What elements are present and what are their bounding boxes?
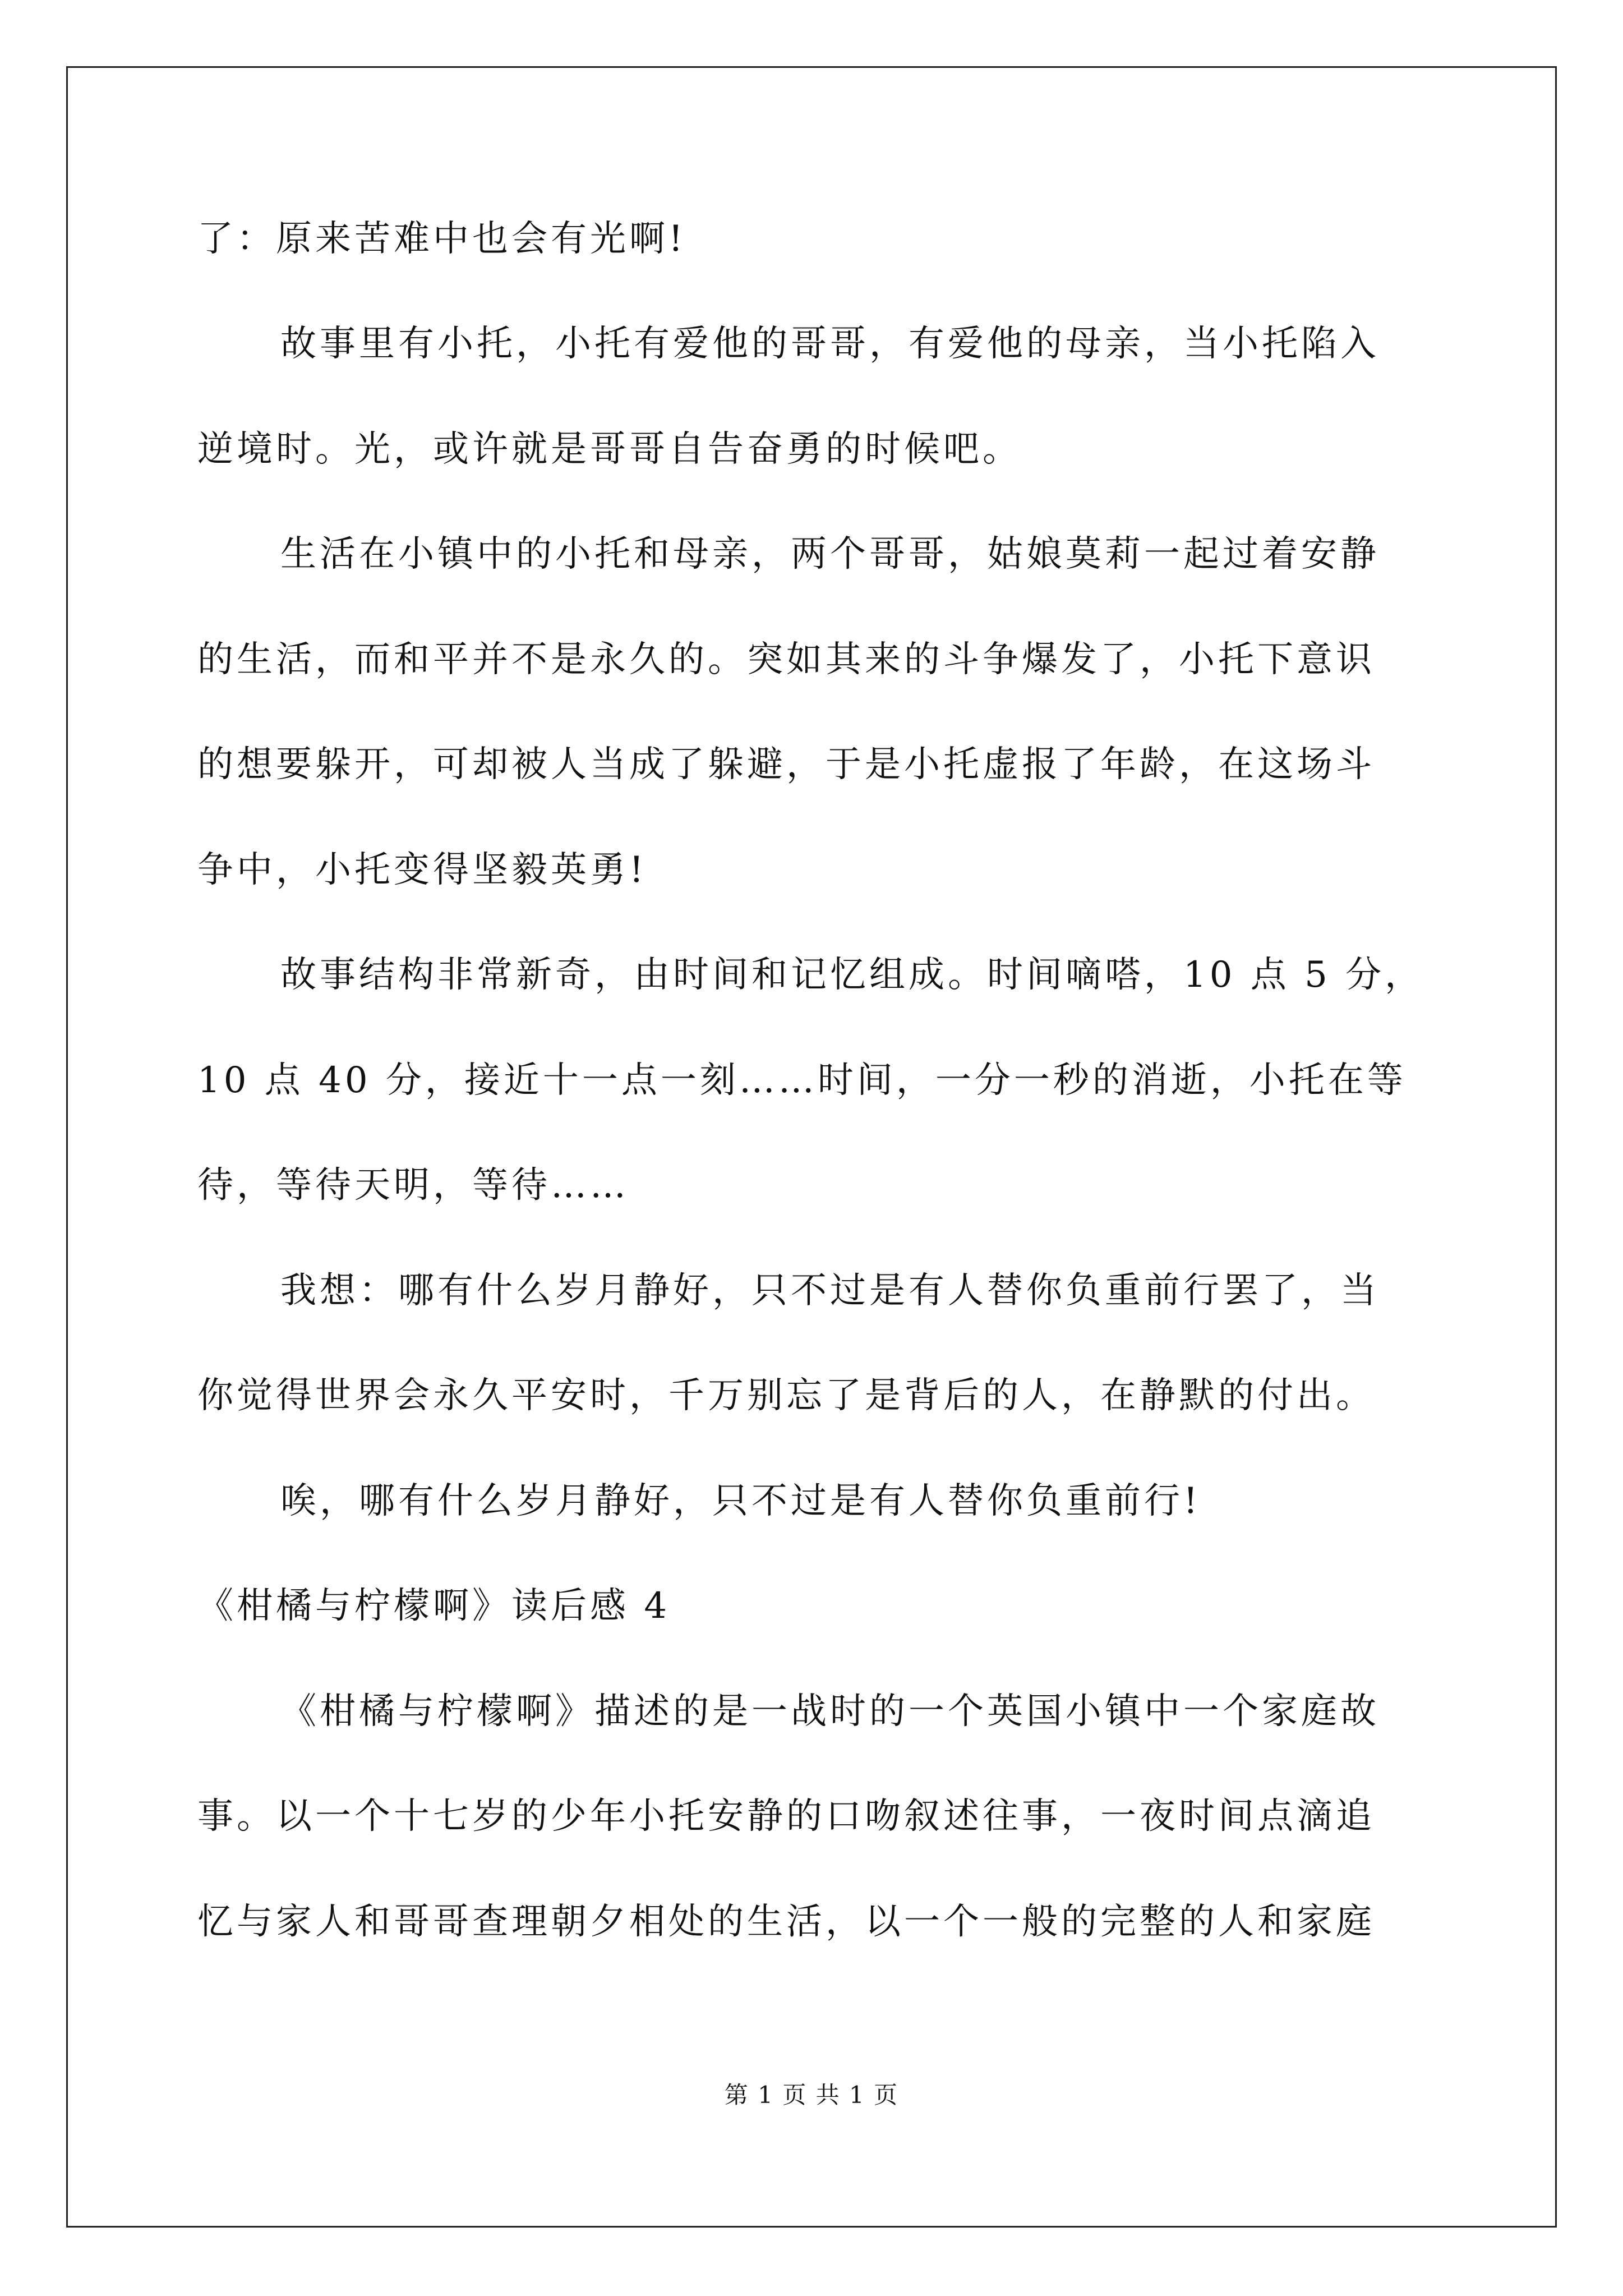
paragraph-line: 故事结构非常新奇，由时间和记忆组成。时间嘀嗒，10 点 5 分，: [280, 954, 1424, 996]
text-line: 10 点 40 分，接近十一点一刻……时间，一分一秒的消逝，小托在等: [197, 1060, 1407, 1101]
text-line: 的想要躲开，可却被人当成了躲避，于是小托虚报了年龄，在这场斗: [197, 744, 1375, 785]
text-line: 逆境时。光，或许就是哥哥自告奋勇的时候吧。: [197, 429, 1022, 470]
text-line: 了：原来苦难中也会有光啊!: [197, 218, 686, 260]
text-line: 争中，小托变得坚毅英勇!: [197, 849, 647, 891]
text-line: 事。以一个十七岁的少年小托安静的口吻叙述往事，一夜时间点滴追: [197, 1796, 1375, 1837]
text-line: 的生活，而和平并不是永久的。突如其来的斗争爆发了，小托下意识: [197, 639, 1375, 680]
section-heading: 《柑橘与柠檬啊》读后感 4: [197, 1585, 671, 1627]
text-line: 忆与家人和哥哥查理朝夕相处的生活，以一个一般的完整的人和家庭: [197, 1901, 1375, 1943]
paragraph-line: 生活在小镇中的小托和母亲，两个哥哥，姑娘莫莉一起过着安静: [280, 533, 1380, 575]
text-line: 待，等待天明，等待……: [197, 1165, 629, 1206]
paragraph-line: 唉，哪有什么岁月静好，只不过是有人替你负重前行!: [280, 1480, 1201, 1522]
paragraph-line: 我想：哪有什么岁月静好，只不过是有人替你负重前行罢了，当: [280, 1270, 1380, 1312]
paragraph-line: 《柑橘与柠檬啊》描述的是一战时的一个英国小镇中一个家庭故: [280, 1691, 1380, 1732]
text-line: 你觉得世界会永久平安时，千万别忘了是背后的人，在静默的付出。: [197, 1375, 1375, 1416]
paragraph-line: 故事里有小托，小托有爱他的哥哥，有爱他的母亲，当小托陷入: [280, 323, 1380, 365]
page-footer: 第 1 页 共 1 页: [724, 2081, 899, 2109]
